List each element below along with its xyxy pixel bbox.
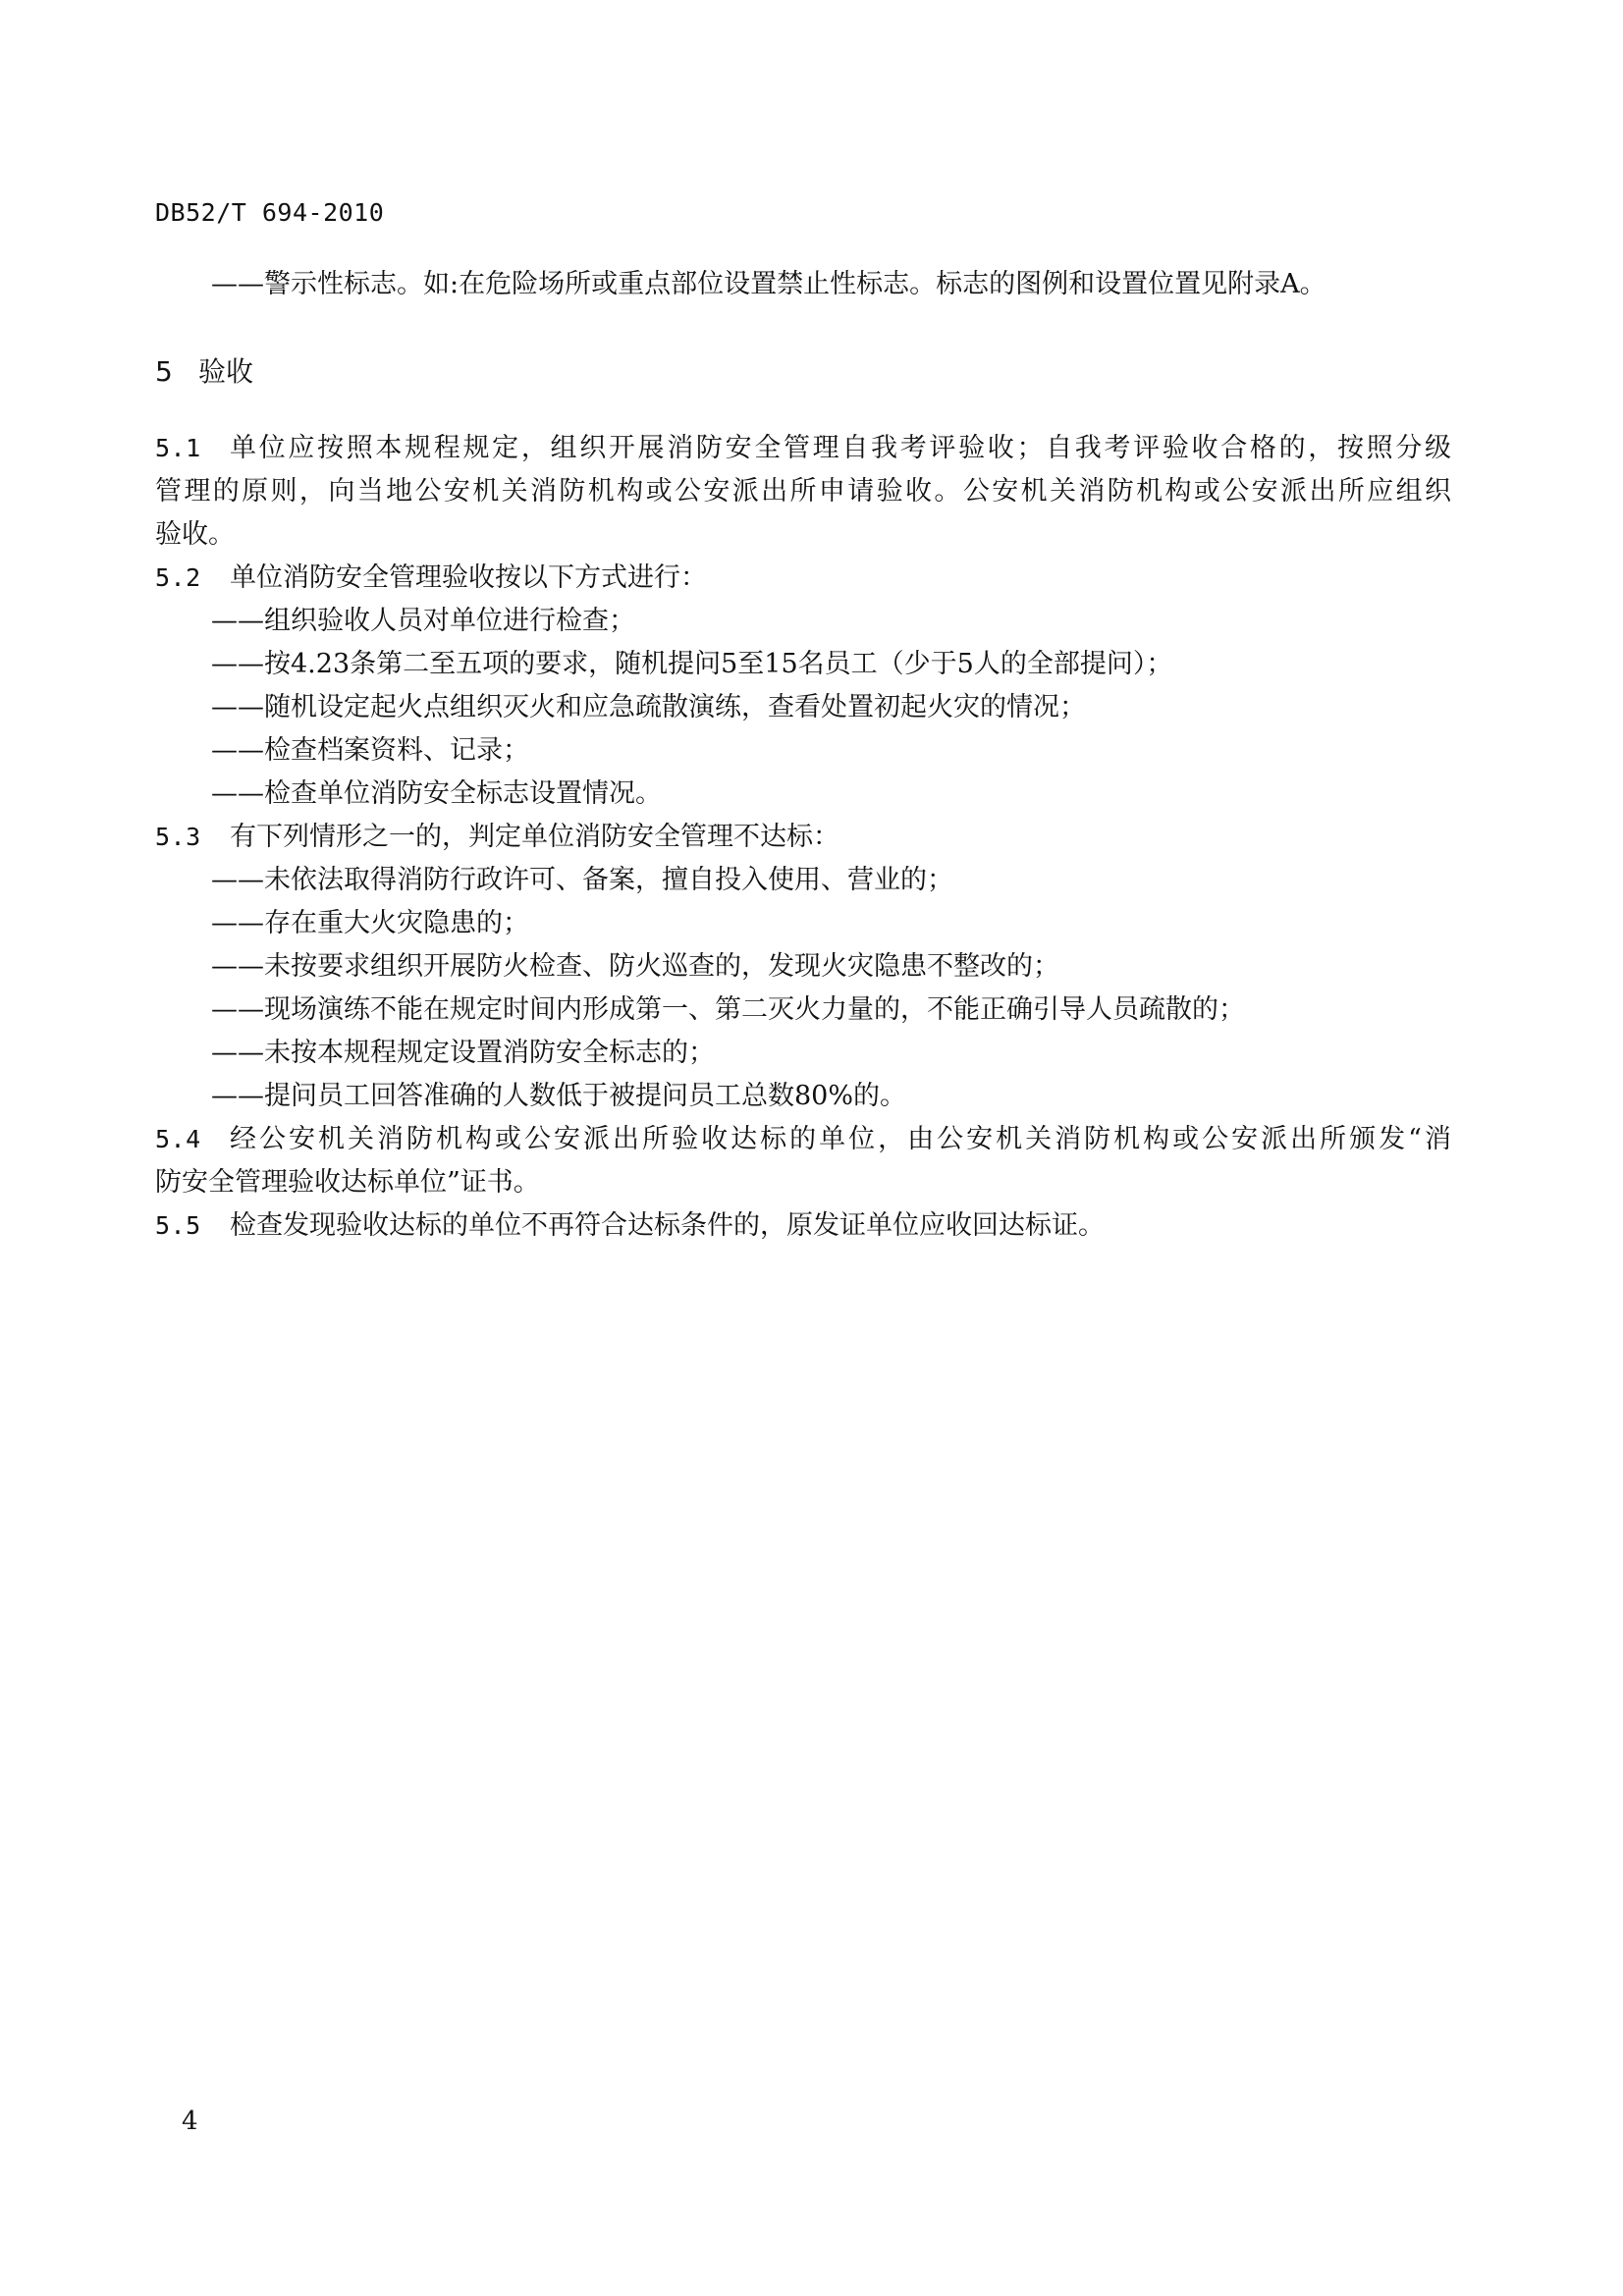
noncompliance-item: ——未依法取得消防行政许可、备案，擅自投入使用、营业的；	[211, 865, 953, 895]
clause-5-1-line-1: 单位应按照本规程规定，组织开展消防安全管理自我考评验收；自我考评验收合格的，按照分级	[230, 433, 1451, 463]
section-number: 5	[155, 355, 173, 388]
clause-5-5	[155, 1204, 1451, 1248]
clause-5-3	[155, 816, 1451, 859]
inspection-item: ——检查档案资料、记录；	[211, 735, 529, 766]
clause-body	[230, 1118, 1451, 1161]
clause-5-1	[155, 427, 1451, 470]
clause-text: 有下列情形之一的，判定单位消防安全管理不达标：	[230, 822, 839, 852]
inspection-item: ——检查单位消防安全标志设置情况。	[211, 778, 662, 809]
page-number: 4	[182, 2107, 198, 2136]
clause-number: 5.5	[155, 1211, 201, 1240]
clause-5-1-line-2: 管理的原则，向当地公安机关消防机构或公安派出所申请验收。公安机关消防机构或公安派出所应组织	[155, 476, 1451, 507]
clause-number: 5.3	[155, 823, 201, 851]
clause-5-4-line-1: 经公安机关消防机构或公安派出所验收达标的单位，由公安机关消防机构或公安派出所颁发“消	[230, 1124, 1451, 1154]
clause-number: 5.1	[155, 434, 201, 462]
clause-body	[230, 427, 1451, 470]
noncompliance-item: ——现场演练不能在规定时间内形成第一、第二灭火力量的，不能正确引导人员疏散的；	[211, 994, 1245, 1025]
noncompliance-item: ——存在重大火灾隐患的；	[211, 908, 529, 938]
clause-number: 5.4	[155, 1125, 201, 1153]
clause-text: 单位消防安全管理验收按以下方式进行：	[230, 562, 707, 593]
noncompliance-item: ——提问员工回答准确的人数低于被提问员工总数80%的。	[211, 1081, 907, 1111]
clause-5-1-line-3: 验收。	[155, 519, 235, 550]
clause-text: 检查发现验收达标的单位不再符合达标条件的，原发证单位应收回达标证。	[230, 1210, 1105, 1241]
section-title-text: 验收	[198, 355, 254, 388]
clause-number: 5.2	[155, 563, 201, 592]
section-title	[155, 352, 1451, 392]
inspection-item: ——按4.23条第二至五项的要求，随机提问5至15名员工（少于5人的全部提问）；	[211, 649, 1173, 679]
document-content	[155, 263, 1451, 1248]
warning-sign-item: ——警示性标志。如:在危险场所或重点部位设置禁止性标志。标志的图例和设置位置见附录A。	[211, 269, 1326, 299]
clause-5-4	[155, 1118, 1451, 1161]
noncompliance-item: ——未按要求组织开展防火检查、防火巡查的，发现火灾隐患不整改的；	[211, 951, 1059, 982]
clause-5-4-line-2: 防安全管理验收达标单位”证书。	[155, 1167, 540, 1198]
inspection-item: ——组织验收人员对单位进行检查；	[211, 606, 635, 636]
noncompliance-item: ——未按本规程规定设置消防安全标志的；	[211, 1038, 715, 1068]
clause-5-2	[155, 557, 1451, 600]
document-code: DB52/T 694-2010	[155, 198, 385, 227]
inspection-item: ——随机设定起火点组织灭火和应急疏散演练，查看处置初起火灾的情况；	[211, 692, 1086, 722]
